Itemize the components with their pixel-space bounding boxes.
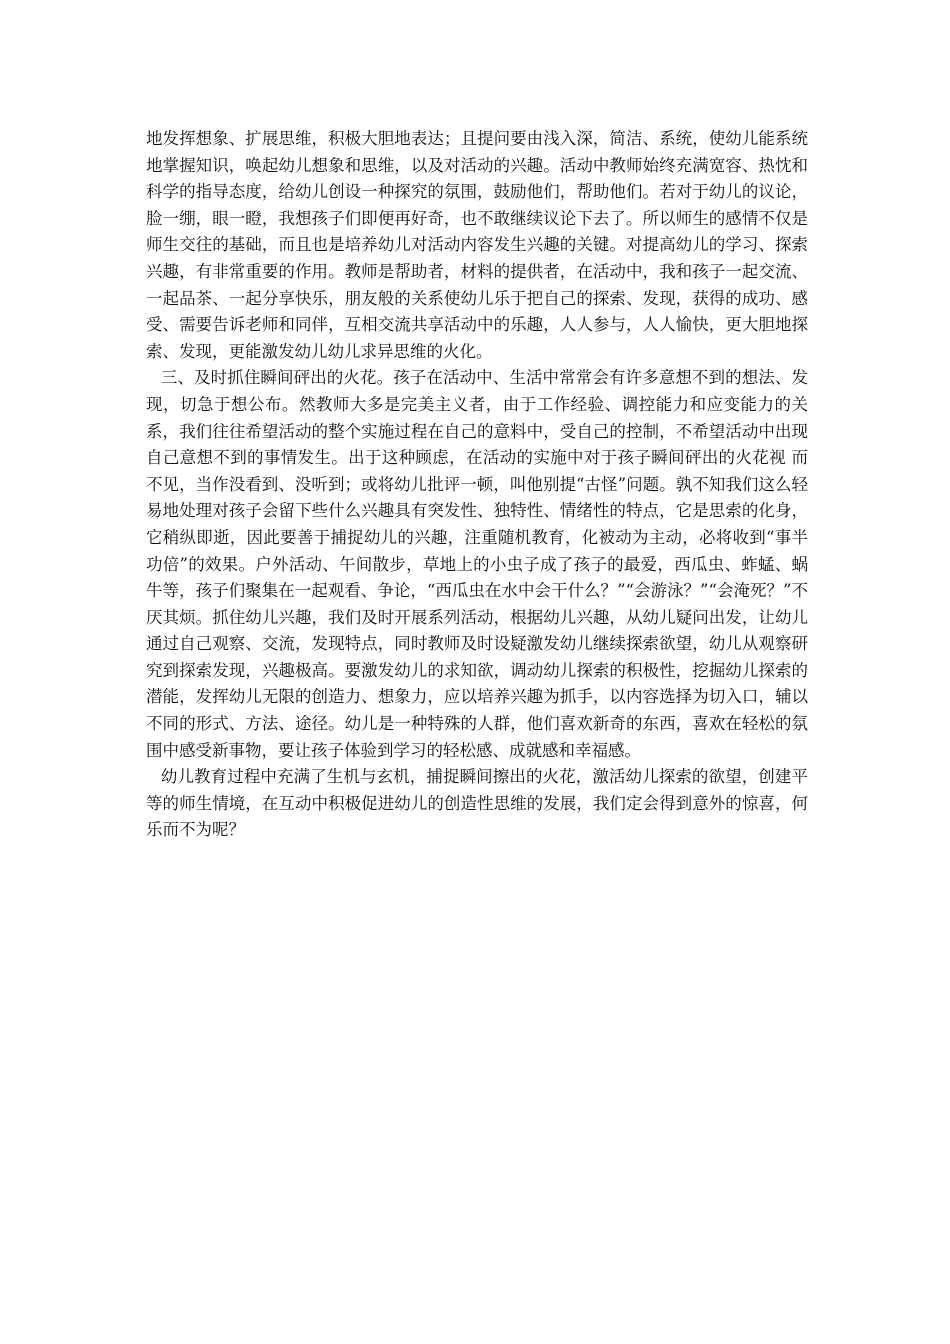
paragraph-conclusion: 幼儿教育过程中充满了生机与玄机，捕捉瞬间擦出的火花，激活幼儿探索的欲望，创建平等的师生情境，在互动中积极促进幼儿的创造性思维的发展，我们定会得到意外的惊喜，何乐而不为呢？ — [146, 767, 808, 840]
document-body — [146, 126, 808, 844]
paragraph-continuation: 地发挥想象、扩展思维，积极大胆地表达；且提问要由浅入深，简洁、系统，使幼儿能系统地掌握知识，唤起幼儿想象和思维，以及对活动的兴趣。活动中教师始终充满宽容、热忱和科学的指导态度，给幼儿创设一种探究的氛围，鼓励他们，帮助他们。若对于幼儿的议论，脸一绷，眼一瞪，我想孩子们即便再好奇，也不敢继续议论下去了。所以师生的感情不仅是师生交往的基础，而且也是培养幼儿对活动内容发生兴趣的关键。对提高幼儿的学习、探索兴趣，有非常重要的作用。教师是帮助者，材料的提供者，在活动中，我和孩子一起交流、一起品茶、一起分享快乐，朋友般的关系使幼儿乐于把自己的探索、发现，获得的成功、感受、需要告诉老师和同伴，互相交流共享活动中的乐趣，人人参与，人人愉快，更大胆地探索、发现，更能激发幼儿幼儿求异思维的火化。 — [146, 129, 808, 361]
paragraph-section-three: 三、及时抓住瞬间砰出的火花。孩子在活动中、生活中常常会有许多意想不到的想法、发现，切急于想公布。然教师大多是完美主义者，由于工作经验、调控能力和应变能力的关系，我们往往希望活动的整个实施过程在自己的意料中，受自己的控制，不希望活动中出现自己意想不到的事情发生。出于这种顾虑，在活动的实施中对于孩子瞬间砰出的火花视 而不见，当作没看到、没听到；或将幼儿批评一顿，叫他别提“古怪”问题。孰不知我们这么轻易地处理对孩子会留下些什么兴趣具有突发性、独特性、情绪性的特点，它是思索的化身，它稍纵即逝，因此要善于捕捉幼儿的兴趣，注重随机教育，化被动为主动，必将收到“事半功倍”的效果。户外活动、午间散步，草地上的小虫子成了孩子的最爱，西瓜虫、蚱蜢、蜗牛等，孩子们聚集在一起观看、争论，“西瓜虫在水中会干什么？”“会游泳？”“会淹死？”不厌其烦。抓住幼儿兴趣，我们及时开展系列活动，根据幼儿兴趣，从幼儿疑问出发，让幼儿通过自己观察、交流，发现特点，同时教师及时设疑激发幼儿继续探索欲望，幼儿从观察研究到探索发现，兴趣极高。要激发幼儿的求知欲，调动幼儿探索的积极性，挖掘幼儿探索的潜能，发挥幼儿无限的创造力、想象力，应以培养兴趣为抓手，以内容选择为切入口，辅以不同的形式、方法、途径。幼儿是一种特殊的人群，他们喜欢新奇的东西，喜欢在轻松的氛围中感受新事物，要让孩子体验到学习的轻松感、成就感和幸福感。 — [146, 368, 808, 760]
